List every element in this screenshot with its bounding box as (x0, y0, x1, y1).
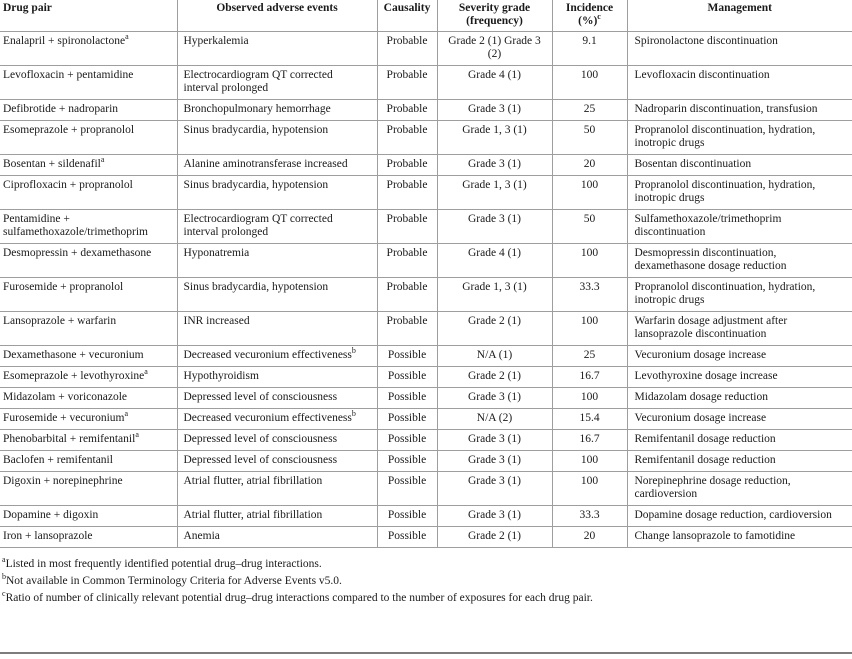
severity-grade-cell (437, 472, 552, 506)
table-row (0, 388, 852, 409)
table-row (0, 100, 852, 121)
management-cell-text: Spironolactone discontinuation (634, 35, 778, 47)
causality-cell (377, 506, 437, 527)
causality-cell-text: Probable (386, 103, 428, 115)
adverse-events-cell (177, 388, 377, 409)
severity-grade-cell (437, 278, 552, 312)
adverse-events-cell (177, 278, 377, 312)
table-row (0, 506, 852, 527)
adverse-events-cell (177, 367, 377, 388)
incidence-cell-text: 33.3 (579, 509, 600, 521)
adverse-events-cell-text: Depressed level of consciousness (183, 433, 338, 445)
incidence-cell-text: 25 (583, 349, 596, 361)
drug-pair-cell-text: Dexamethasone + vecuronium (3, 349, 144, 361)
incidence-cell-text: 50 (583, 124, 596, 136)
causality-cell-text: Probable (386, 124, 428, 136)
management-cell (627, 155, 852, 176)
drug-pair-cell-text: Esomeprazole + propranolol (3, 124, 135, 136)
incidence-cell-text: 50 (583, 213, 596, 225)
causality-cell-text: Probable (386, 69, 428, 81)
severity-grade-cell-text: Grade 1, 3 (1) (462, 179, 527, 191)
management-cell-text: Levothyroxine dosage increase (634, 370, 778, 382)
table-body (0, 32, 852, 548)
drug-pair-cell (0, 451, 177, 472)
adverse-events-cell-text: Hyponatremia (183, 247, 250, 259)
drug-pair-cell-text: Digoxin + norepinephrine (3, 475, 123, 487)
causality-cell (377, 346, 437, 367)
adverse-events-cell-text: Decreased vecuronium effectiveness (183, 412, 352, 424)
adverse-events-cell-text: Alanine aminotransferase increased (183, 158, 348, 170)
severity-grade-cell (437, 312, 552, 346)
table-row (0, 312, 852, 346)
incidence-cell (552, 451, 627, 472)
drug-pair-cell (0, 312, 177, 346)
adverse-events-cell-text: Sinus bradycardia, hypotension (183, 179, 329, 191)
incidence-cell-text: 100 (580, 391, 599, 403)
causality-cell-text: Possible (387, 475, 427, 487)
incidence-cell-text: 20 (583, 530, 596, 542)
severity-grade-cell-text: Grade 3 (1) (467, 391, 521, 403)
severity-grade-cell-text: Grade 2 (1) Grade 3 (2) (448, 35, 541, 60)
drug-pair-cell (0, 527, 177, 548)
incidence-cell (552, 506, 627, 527)
incidence-cell (552, 176, 627, 210)
causality-cell (377, 527, 437, 548)
adverse-events-cell-text: Depressed level of consciousness (183, 454, 338, 466)
drug-pair-cell (0, 155, 177, 176)
adverse-events-cell (177, 409, 377, 430)
management-cell-text: Sulfamethoxazole/trimethoprim discontinuation (634, 213, 782, 238)
severity-grade-cell-text: Grade 3 (1) (467, 475, 521, 487)
incidence-cell (552, 430, 627, 451)
causality-cell (377, 244, 437, 278)
incidence-cell (552, 472, 627, 506)
col-header-drug-pair-text: Drug pair (3, 2, 52, 14)
management-cell-text: Propranolol discontinuation, hydration, inotropic drugs (634, 124, 816, 149)
col-header-management-text: Management (707, 2, 772, 14)
table-row (0, 155, 852, 176)
management-cell-text: Bosentan discontinuation (634, 158, 752, 170)
severity-grade-cell (437, 388, 552, 409)
table-row (0, 66, 852, 100)
drug-pair-cell (0, 32, 177, 66)
drug-pair-cell (0, 176, 177, 210)
causality-cell (377, 66, 437, 100)
adverse-events-cell-text: Electrocardiogram QT corrected interval prolonged (183, 213, 333, 238)
drug-pair-cell (0, 506, 177, 527)
management-cell (627, 66, 852, 100)
drug-pair-cell (0, 66, 177, 100)
footnote-marker: c (597, 12, 601, 22)
management-cell (627, 278, 852, 312)
adverse-events-cell (177, 527, 377, 548)
severity-grade-cell (437, 451, 552, 472)
incidence-cell (552, 346, 627, 367)
management-cell (627, 527, 852, 548)
drug-pair-cell-text: Esomeprazole + levothyroxine (3, 370, 145, 382)
management-cell (627, 346, 852, 367)
causality-cell (377, 451, 437, 472)
severity-grade-cell-text: N/A (2) (476, 412, 513, 424)
table-header (0, 0, 852, 32)
adverse-events-cell-text: Hypothyroidism (183, 370, 259, 382)
adverse-events-cell (177, 244, 377, 278)
adverse-events-cell (177, 155, 377, 176)
adverse-events-cell (177, 210, 377, 244)
adverse-events-cell (177, 66, 377, 100)
drug-pair-cell-text: Bosentan + sildenafil (3, 158, 101, 170)
col-header-observed-adverse-events-text: Observed adverse events (216, 2, 338, 14)
management-cell (627, 506, 852, 527)
management-cell-text: Vecuronium dosage increase (634, 349, 767, 361)
adverse-events-cell-text: Hyperkalemia (183, 35, 249, 47)
adverse-events-cell (177, 451, 377, 472)
footnote-marker: a (2, 555, 6, 565)
causality-cell-text: Probable (386, 35, 428, 47)
severity-grade-cell-text: Grade 1, 3 (1) (462, 281, 527, 293)
causality-cell (377, 409, 437, 430)
bottom-rule (0, 652, 852, 654)
adverse-events-cell-text: Atrial flutter, atrial fibrillation (183, 475, 323, 487)
drug-pair-cell (0, 346, 177, 367)
col-header-incidence (552, 0, 627, 32)
causality-cell-text: Probable (386, 281, 428, 293)
drug-pair-cell (0, 278, 177, 312)
incidence-cell-text: 100 (580, 454, 599, 466)
table-row (0, 430, 852, 451)
drug-pair-cell (0, 367, 177, 388)
management-cell-text: Dopamine dosage reduction, cardioversion (634, 509, 832, 521)
adverse-events-cell-text: Bronchopulmonary hemorrhage (183, 103, 331, 115)
severity-grade-cell (437, 210, 552, 244)
col-header-severity-grade (437, 0, 552, 32)
management-cell-text: Remifentanil dosage reduction (634, 433, 776, 445)
management-cell-text: Propranolol discontinuation, hydration, inotropic drugs (634, 179, 816, 204)
incidence-cell (552, 409, 627, 430)
drug-pair-cell (0, 409, 177, 430)
col-header-causality (377, 0, 437, 32)
footnote-b (2, 573, 852, 590)
severity-grade-cell (437, 100, 552, 121)
incidence-cell (552, 121, 627, 155)
management-cell (627, 430, 852, 451)
drug-pair-cell-text: Levofloxacin + pentamidine (3, 69, 134, 81)
management-cell (627, 100, 852, 121)
footnote-marker: a (124, 409, 129, 419)
table-row (0, 451, 852, 472)
severity-grade-cell (437, 121, 552, 155)
footnote-c (2, 590, 852, 607)
management-cell (627, 32, 852, 66)
causality-cell (377, 430, 437, 451)
drug-pair-cell-text: Furosemide + propranolol (3, 281, 124, 293)
incidence-cell-text: 16.7 (579, 370, 600, 382)
causality-cell-text: Probable (386, 158, 428, 170)
incidence-cell-text: 100 (580, 69, 599, 81)
incidence-cell (552, 312, 627, 346)
incidence-cell-text: 100 (580, 179, 599, 191)
causality-cell-text: Probable (386, 179, 428, 191)
causality-cell-text: Possible (387, 509, 427, 521)
drug-pair-cell-text: Desmopressin + dexamethasone (3, 247, 152, 259)
drug-pair-cell (0, 210, 177, 244)
adverse-events-cell (177, 176, 377, 210)
incidence-cell-text: 100 (580, 475, 599, 487)
management-cell-text: Remifentanil dosage reduction (634, 454, 776, 466)
severity-grade-cell (437, 244, 552, 278)
table-row (0, 121, 852, 155)
severity-grade-cell (437, 527, 552, 548)
footnote-a (2, 556, 852, 573)
management-cell-text: Change lansoprazole to famotidine (634, 530, 796, 542)
incidence-cell-text: 16.7 (579, 433, 600, 445)
severity-grade-cell-text: Grade 3 (1) (467, 454, 521, 466)
adverse-events-cell-text: Atrial flutter, atrial fibrillation (183, 509, 323, 521)
col-header-incidence-text: Incidence (%) (565, 2, 614, 27)
drug-pair-cell-text: Furosemide + vecuronium (3, 412, 125, 424)
adverse-events-cell-text: Sinus bradycardia, hypotension (183, 281, 329, 293)
adverse-events-cell-text: Anemia (183, 530, 220, 542)
footnote-marker: a (125, 32, 129, 42)
management-cell (627, 472, 852, 506)
header-row (0, 0, 852, 32)
table-row (0, 32, 852, 66)
management-cell (627, 121, 852, 155)
causality-cell (377, 210, 437, 244)
severity-grade-cell-text: Grade 3 (1) (467, 213, 521, 225)
causality-cell (377, 176, 437, 210)
incidence-cell (552, 367, 627, 388)
drug-pair-cell-text: Phenobarbital + remifentanil (3, 433, 136, 445)
incidence-cell (552, 388, 627, 409)
causality-cell (377, 100, 437, 121)
footnote-marker: b (351, 409, 356, 419)
adverse-events-cell (177, 312, 377, 346)
incidence-cell (552, 155, 627, 176)
drug-pair-cell-text: Pentamidine + sulfamethoxazole/trimethoprim (3, 213, 148, 238)
causality-cell (377, 32, 437, 66)
severity-grade-cell-text: Grade 3 (1) (467, 103, 521, 115)
causality-cell-text: Possible (387, 349, 427, 361)
drug-pair-cell (0, 100, 177, 121)
management-cell (627, 210, 852, 244)
severity-grade-cell (437, 66, 552, 100)
incidence-cell-text: 100 (580, 315, 599, 327)
col-header-severity-grade-text: Severity grade (frequency) (458, 2, 531, 27)
causality-cell-text: Possible (387, 412, 427, 424)
table-row (0, 472, 852, 506)
causality-cell-text: Probable (386, 213, 428, 225)
management-cell (627, 176, 852, 210)
col-header-observed-adverse-events (177, 0, 377, 32)
management-cell-text: Midazolam dosage reduction (634, 391, 768, 403)
drug-pair-cell (0, 430, 177, 451)
severity-grade-cell (437, 409, 552, 430)
footnote-marker: a (100, 155, 105, 165)
adverse-events-cell (177, 346, 377, 367)
severity-grade-cell (437, 346, 552, 367)
management-cell-text: Norepinephrine dosage reduction, cardioversion (634, 475, 791, 500)
severity-grade-cell (437, 430, 552, 451)
drug-pair-cell-text: Defibrotide + nadroparin (3, 103, 119, 115)
drug-pair-cell (0, 388, 177, 409)
adverse-events-cell-text: Sinus bradycardia, hypotension (183, 124, 329, 136)
table-row (0, 346, 852, 367)
causality-cell (377, 278, 437, 312)
severity-grade-cell-text: Grade 4 (1) (467, 247, 521, 259)
causality-cell (377, 472, 437, 506)
causality-cell-text: Possible (387, 433, 427, 445)
causality-cell (377, 367, 437, 388)
causality-cell-text: Possible (387, 454, 427, 466)
col-header-management (627, 0, 852, 32)
drug-pair-cell (0, 472, 177, 506)
management-cell-text: Warfarin dosage adjustment after lansoprazole discontinuation (634, 315, 788, 340)
severity-grade-cell (437, 176, 552, 210)
adverse-events-cell-text: Electrocardiogram QT corrected interval prolonged (183, 69, 333, 94)
causality-cell (377, 388, 437, 409)
severity-grade-cell-text: Grade 1, 3 (1) (462, 124, 527, 136)
adverse-events-cell (177, 472, 377, 506)
footnote-marker: c (2, 589, 6, 599)
incidence-cell (552, 210, 627, 244)
incidence-cell-text: 33.3 (579, 281, 600, 293)
management-cell (627, 367, 852, 388)
incidence-cell (552, 244, 627, 278)
severity-grade-cell (437, 155, 552, 176)
incidence-cell (552, 32, 627, 66)
adverse-events-cell (177, 121, 377, 155)
footnote-text: Not available in Common Terminology Criteria for Adverse Events v5.0. (6, 575, 342, 587)
severity-grade-cell-text: Grade 3 (1) (467, 433, 521, 445)
severity-grade-cell (437, 367, 552, 388)
causality-cell-text: Probable (386, 247, 428, 259)
severity-grade-cell (437, 506, 552, 527)
table-row (0, 278, 852, 312)
incidence-cell (552, 278, 627, 312)
severity-grade-cell (437, 32, 552, 66)
adverse-events-cell-text: Depressed level of consciousness (183, 391, 338, 403)
management-cell (627, 451, 852, 472)
causality-cell (377, 121, 437, 155)
adverse-events-cell (177, 430, 377, 451)
management-cell-text: Vecuronium dosage increase (634, 412, 767, 424)
table-row (0, 409, 852, 430)
incidence-cell-text: 15.4 (579, 412, 600, 424)
adverse-events-cell-text: INR increased (183, 315, 250, 327)
adverse-events-cell (177, 506, 377, 527)
management-cell-text: Desmopressin discontinuation, dexamethasone dosage reduction (634, 247, 787, 272)
table-row (0, 210, 852, 244)
causality-cell-text: Probable (386, 315, 428, 327)
table-row (0, 527, 852, 548)
incidence-cell-text: 20 (583, 158, 596, 170)
drug-pair-cell-text: Iron + lansoprazole (3, 530, 93, 542)
management-cell (627, 312, 852, 346)
footnote-marker: a (144, 367, 148, 377)
incidence-cell-text: 9.1 (582, 35, 597, 47)
incidence-cell-text: 100 (580, 247, 599, 259)
causality-cell (377, 155, 437, 176)
incidence-cell (552, 66, 627, 100)
footnote-marker: a (135, 430, 139, 440)
severity-grade-cell-text: Grade 2 (1) (467, 370, 521, 382)
severity-grade-cell-text: N/A (1) (476, 349, 513, 361)
drug-pair-cell-text: Enalapril + spironolactone (3, 35, 126, 47)
management-cell-text: Nadroparin discontinuation, transfusion (634, 103, 818, 115)
drug-pair-cell-text: Dopamine + digoxin (3, 509, 99, 521)
table-row (0, 367, 852, 388)
col-header-drug-pair (0, 0, 177, 32)
severity-grade-cell-text: Grade 3 (1) (467, 509, 521, 521)
severity-grade-cell-text: Grade 2 (1) (467, 315, 521, 327)
management-cell-text: Propranolol discontinuation, hydration, inotropic drugs (634, 281, 816, 306)
col-header-causality-text: Causality (383, 2, 431, 14)
table-row (0, 176, 852, 210)
footnote-marker: b (2, 572, 6, 582)
causality-cell (377, 312, 437, 346)
footnote-text: Listed in most frequently identified potential drug–drug interactions. (5, 558, 322, 570)
adverse-events-cell-text: Decreased vecuronium effectiveness (183, 349, 352, 361)
footnotes (0, 556, 852, 607)
severity-grade-cell-text: Grade 2 (1) (467, 530, 521, 542)
drug-pair-cell (0, 244, 177, 278)
causality-cell-text: Possible (387, 370, 427, 382)
incidence-cell-text: 25 (583, 103, 596, 115)
drug-pair-cell-text: Lansoprazole + warfarin (3, 315, 117, 327)
footnote-marker: b (351, 346, 356, 356)
adverse-events-cell (177, 32, 377, 66)
drug-pair-cell-text: Baclofen + remifentanil (3, 454, 113, 466)
incidence-cell (552, 527, 627, 548)
footnote-text: Ratio of number of clinically relevant potential drug–drug interactions compared to the number of exposures for each drug pair. (5, 592, 593, 604)
causality-cell-text: Possible (387, 530, 427, 542)
drug-pair-cell-text: Midazolam + voriconazole (3, 391, 127, 403)
severity-grade-cell-text: Grade 3 (1) (467, 158, 521, 170)
incidence-cell (552, 100, 627, 121)
management-cell (627, 388, 852, 409)
drug-pair-cell (0, 121, 177, 155)
adverse-events-cell (177, 100, 377, 121)
drug-pair-cell-text: Ciprofloxacin + propranolol (3, 179, 133, 191)
management-cell (627, 409, 852, 430)
severity-grade-cell-text: Grade 4 (1) (467, 69, 521, 81)
table-row (0, 244, 852, 278)
causality-cell-text: Possible (387, 391, 427, 403)
management-cell (627, 244, 852, 278)
management-cell-text: Levofloxacin discontinuation (634, 69, 770, 81)
